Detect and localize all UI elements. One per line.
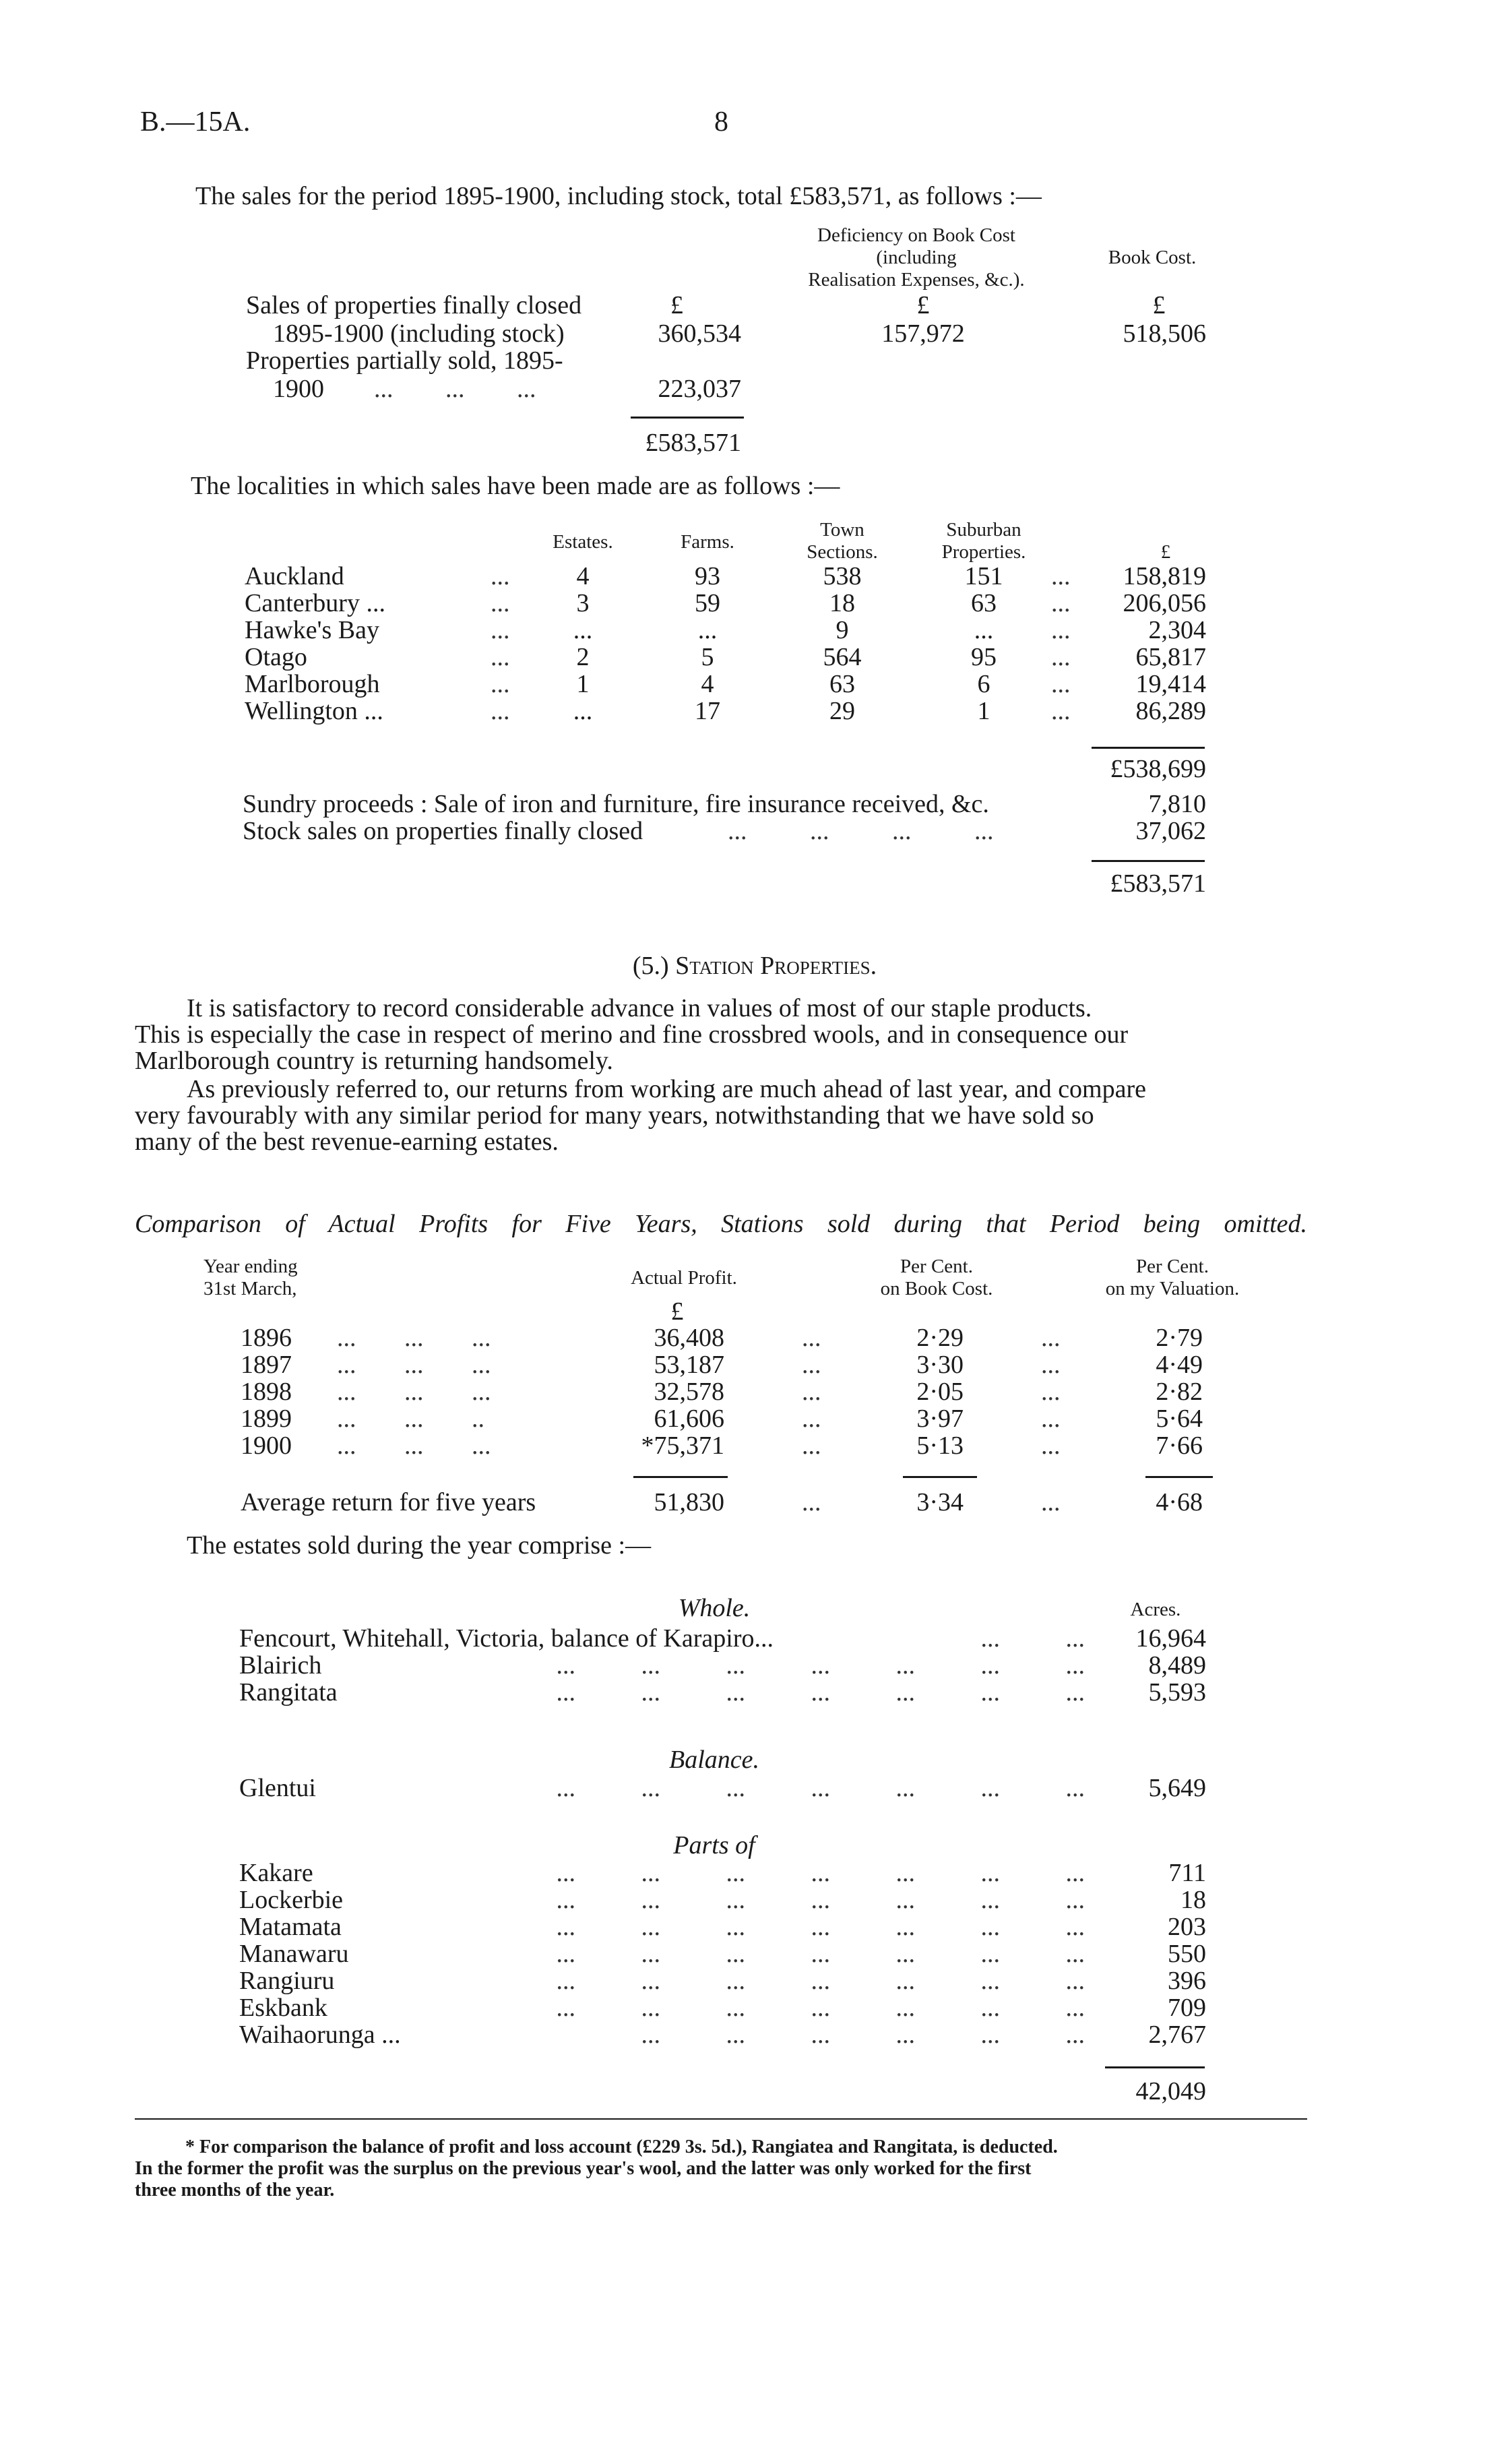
average-valuation: 4·68 — [1156, 1488, 1203, 1516]
locality-place: Otago — [245, 643, 307, 671]
pound-sign: £ — [670, 1297, 684, 1326]
balance-heading: Balance. — [668, 1746, 759, 1774]
col-book-line1: Per Cent. — [900, 1256, 973, 1277]
estate-name: Eskbank — [239, 1994, 327, 2022]
sundry-label: Sundry proceeds : Sale of iron and furniture, fire insurance received, &c. — [243, 790, 989, 818]
sum-rule — [1145, 1476, 1213, 1478]
comparison-book-cost: 2·29 — [916, 1324, 964, 1352]
average-profit: 51,830 — [654, 1488, 724, 1516]
leader-dots: ... ... ... ... ... ... ... — [556, 1994, 1085, 2022]
locality-place: Canterbury ... — [245, 589, 385, 617]
estate-acres: 711 — [1168, 1859, 1206, 1887]
pound-sign: £ — [916, 291, 930, 319]
estate-name: Blairich — [239, 1651, 322, 1680]
footnote-line: In the former the profit was the surplus on the previous year's wool, and the latter was only worked for the first — [135, 2158, 1032, 2179]
sales-row1-label-line2: 1895-1900 (including stock) — [273, 319, 565, 348]
sales-row1-book-cost: 518,506 — [1123, 319, 1206, 348]
parts-heading: Parts of — [673, 1831, 755, 1859]
locality-estates: 2 — [576, 643, 590, 671]
locality-farms: 4 — [701, 670, 714, 698]
average-label: Average return for five years — [241, 1488, 536, 1516]
comparison-valuation: 2·82 — [1156, 1378, 1203, 1406]
locality-amount: 65,817 — [1135, 643, 1206, 671]
leader-dots: ... ... ... — [337, 1324, 491, 1352]
col-farms: Farms. — [681, 531, 734, 553]
col-year-line2: 31st March, — [203, 1278, 297, 1299]
locality-amount: 158,819 — [1123, 562, 1206, 590]
col-book-cost: Book Cost. — [1108, 247, 1197, 268]
comparison-profit: 53,187 — [654, 1351, 724, 1379]
estate-acres: 5,649 — [1148, 1774, 1206, 1802]
leader-dots: ... ... — [980, 1624, 1085, 1653]
locality-suburban: 6 — [977, 670, 990, 698]
col-book-line2: on Book Cost. — [880, 1278, 993, 1299]
leader-dots: ... ... .. — [337, 1405, 484, 1433]
locality-place: Wellington ... — [245, 697, 383, 725]
leader-dots: ... ... ... ... ... ... ... — [556, 1774, 1085, 1802]
leader-dots: ... — [1041, 1432, 1061, 1460]
locality-amount: 86,289 — [1135, 697, 1206, 725]
comparison-book-cost: 3·97 — [916, 1405, 964, 1433]
localities-total: £583,571 — [1110, 869, 1206, 898]
sales-intro: The sales for the period 1895-1900, including stock, total £583,571, as follows :— — [195, 182, 1042, 210]
sum-rule — [631, 417, 744, 419]
sum-rule — [633, 1476, 728, 1478]
estate-acres: 5,593 — [1148, 1678, 1206, 1706]
localities-subtotal: £538,699 — [1110, 755, 1206, 783]
pound-sign: £ — [1152, 291, 1166, 319]
estates-intro: The estates sold during the year comprise :— — [187, 1531, 652, 1560]
estate-acres: 2,767 — [1148, 2021, 1206, 2049]
comparison-year: 1898 — [241, 1378, 292, 1406]
locality-amount: 19,414 — [1135, 670, 1206, 698]
paragraph-line: As previously referred to, our returns from working are much ahead of last year, and compare — [187, 1075, 1146, 1103]
col-town-line2: Sections. — [807, 541, 878, 563]
sales-total: £583,571 — [645, 429, 741, 457]
leader-dots: ... ... ... ... ... ... ... — [556, 1913, 1085, 1941]
leader-dots: ... — [491, 616, 510, 644]
whole-heading: Whole. — [678, 1594, 751, 1622]
col-valuation-line2: on my Valuation. — [1105, 1278, 1240, 1299]
col-deficiency-line2: (including — [876, 247, 957, 268]
leader-dots: ... — [1041, 1324, 1061, 1352]
leader-dots: ... — [802, 1405, 821, 1433]
locality-town-sections: 538 — [823, 562, 862, 590]
leader-dots: ... — [491, 697, 510, 725]
leader-dots: ... — [1041, 1405, 1061, 1433]
leader-dots: ... ... ... ... — [728, 817, 994, 845]
leader-dots: ... — [491, 562, 510, 590]
paragraph-line: Marlborough country is returning handsomely. — [135, 1047, 613, 1075]
locality-place: Auckland — [245, 562, 344, 590]
comparison-year: 1899 — [241, 1405, 292, 1433]
locality-town-sections: 564 — [823, 643, 862, 671]
paragraph-line: This is especially the case in respect of merino and fine crossbred wools, and in consequence our — [135, 1020, 1129, 1049]
leader-dots: ... — [1051, 562, 1071, 590]
leader-dots: ... ... ... — [337, 1378, 491, 1406]
comparison-book-cost: 2·05 — [916, 1378, 964, 1406]
leader-dots: ... ... ... ... ... ... ... — [556, 1651, 1085, 1680]
stock-label: Stock sales on properties finally closed — [243, 817, 643, 845]
sundry-amount: 7,810 — [1148, 790, 1206, 818]
locality-farms: ... — [697, 616, 718, 644]
leader-dots: ... — [1051, 643, 1071, 671]
leader-dots: ... — [802, 1378, 821, 1406]
footnote-line: * For comparison the balance of profit and loss account (£229 3s. 5d.), Rangiatea and Rangitata, is deducted. — [185, 2136, 1058, 2157]
estate-acres: 396 — [1168, 1967, 1206, 1995]
leader-dots: ... ... ... ... ... ... — [641, 2021, 1085, 2049]
locality-place: Marlborough — [245, 670, 380, 698]
locality-estates: 3 — [576, 589, 590, 617]
col-year-line1: Year ending — [203, 1256, 298, 1277]
sales-row1-deficiency: 157,972 — [881, 319, 965, 348]
leader-dots: ... ... ... — [337, 1351, 491, 1379]
leader-dots: ... — [1051, 670, 1071, 698]
paragraph-line: many of the best revenue-earning estates. — [135, 1128, 559, 1156]
footnote-rule — [135, 2118, 1307, 2120]
comparison-book-cost: 3·30 — [916, 1351, 964, 1379]
comparison-profit: 36,408 — [654, 1324, 724, 1352]
leader-dots: ... ... ... ... ... ... ... — [556, 1678, 1085, 1706]
leader-dots: ... — [802, 1351, 821, 1379]
locality-town-sections: 9 — [836, 616, 849, 644]
locality-suburban: 63 — [971, 589, 997, 617]
stock-amount: 37,062 — [1135, 817, 1206, 845]
locality-farms: 93 — [695, 562, 720, 590]
estate-name: Manawaru — [239, 1940, 349, 1968]
estate-acres: 709 — [1168, 1994, 1206, 2022]
locality-town-sections: 18 — [829, 589, 855, 617]
col-acres: Acres. — [1130, 1599, 1181, 1620]
sum-rule — [1105, 2066, 1205, 2068]
comparison-year: 1896 — [241, 1324, 292, 1352]
pound-sign: £ — [670, 291, 683, 319]
locality-suburban: 151 — [964, 562, 1003, 590]
paragraph-line: very favourably with any similar period for many years, notwithstanding that we have sold so — [135, 1101, 1094, 1130]
col-town-line1: Town — [820, 519, 864, 541]
estate-name: Matamata — [239, 1913, 342, 1941]
locality-town-sections: 29 — [829, 697, 855, 725]
estate-name: Kakare — [239, 1859, 313, 1887]
comparison-profit: 32,578 — [654, 1378, 724, 1406]
sum-rule — [1092, 860, 1205, 862]
leader-dots: ... — [1051, 616, 1071, 644]
locality-estates: 1 — [576, 670, 590, 698]
sales-row2-label-line2: 1900 — [273, 375, 324, 403]
comparison-valuation: 2·79 — [1156, 1324, 1203, 1352]
locality-estates: ... — [573, 616, 593, 644]
leader-dots: ... — [802, 1432, 821, 1460]
comparison-profit: *75,371 — [641, 1432, 724, 1460]
estate-name: Glentui — [239, 1774, 316, 1802]
estate-name: Rangitata — [239, 1678, 338, 1706]
locality-amount: 206,056 — [1123, 589, 1206, 617]
sales-row2-amount: 223,037 — [658, 375, 741, 403]
leader-dots: ... ... ... ... ... ... ... — [556, 1886, 1085, 1914]
col-deficiency-line1: Deficiency on Book Cost — [817, 224, 1015, 246]
page-number: 8 — [714, 106, 728, 137]
comparison-year: 1900 — [241, 1432, 292, 1460]
footnote-line: three months of the year. — [135, 2180, 335, 2201]
average-book: 3·34 — [916, 1488, 964, 1516]
locality-place: Hawke's Bay — [245, 616, 379, 644]
leader-dots: ... ... ... — [374, 375, 536, 403]
locality-estates: ... — [573, 697, 593, 725]
col-actual-profit: Actual Profit. — [631, 1267, 737, 1289]
localities-intro: The localities in which sales have been made are as follows :— — [191, 472, 840, 500]
col-estates: Estates. — [553, 531, 613, 553]
leader-dots: ... — [1041, 1378, 1061, 1406]
leader-dots: ... ... ... ... ... ... ... — [556, 1967, 1085, 1995]
sales-row1-amount: 360,534 — [658, 319, 741, 348]
leader-dots: ... ... ... ... ... ... ... — [556, 1859, 1085, 1887]
estate-acres: 16,964 — [1135, 1624, 1206, 1653]
locality-town-sections: 63 — [829, 670, 855, 698]
leader-dots: ... — [1051, 697, 1071, 725]
leader-dots: ... — [1051, 589, 1071, 617]
comparison-title: Comparison of Actual Profits for Five Years, Stations sold during that Period being omitted. — [135, 1210, 1307, 1238]
comparison-valuation: 5·64 — [1156, 1405, 1203, 1433]
estate-name: Lockerbie — [239, 1886, 344, 1914]
leader-dots: ... — [491, 643, 510, 671]
col-suburban-line1: Suburban — [946, 519, 1021, 541]
comparison-book-cost: 5·13 — [916, 1432, 964, 1460]
estate-name: Waihaorunga ... — [239, 2021, 401, 2049]
comparison-valuation: 4·49 — [1156, 1351, 1203, 1379]
comparison-year: 1897 — [241, 1351, 292, 1379]
estates-total: 42,049 — [1135, 2077, 1206, 2105]
pound-sign: £ — [1160, 541, 1171, 563]
col-deficiency-line3: Realisation Expenses, &c.). — [808, 269, 1025, 290]
sum-rule — [903, 1476, 977, 1478]
locality-suburban: 1 — [977, 697, 990, 725]
leader-dots: ... ... ... — [337, 1432, 491, 1460]
estate-acres: 18 — [1180, 1886, 1206, 1914]
col-valuation-line1: Per Cent. — [1136, 1256, 1209, 1277]
leader-dots: ... — [491, 589, 510, 617]
sales-row1-label-line1: Sales of properties finally closed — [246, 291, 582, 319]
comparison-valuation: 7·66 — [1156, 1432, 1203, 1460]
locality-farms: 59 — [695, 589, 720, 617]
locality-suburban: ... — [974, 616, 994, 644]
comparison-profit: 61,606 — [654, 1405, 724, 1433]
leader-dots: ... — [802, 1488, 821, 1516]
section-heading: (5.) Station Properties. — [632, 952, 877, 980]
locality-suburban: 95 — [971, 643, 997, 671]
leader-dots: ... — [1041, 1351, 1061, 1379]
locality-farms: 5 — [701, 643, 714, 671]
estate-name: Rangiuru — [239, 1967, 335, 1995]
leader-dots: ... — [802, 1324, 821, 1352]
sales-row2-label-line1: Properties partially sold, 1895- — [246, 346, 563, 375]
estate-name: Fencourt, Whitehall, Victoria, balance of Karapiro... — [239, 1624, 774, 1653]
leader-dots: ... ... ... ... ... ... ... — [556, 1940, 1085, 1968]
locality-amount: 2,304 — [1148, 616, 1206, 644]
locality-estates: 4 — [576, 562, 590, 590]
locality-farms: 17 — [695, 697, 720, 725]
estate-acres: 8,489 — [1148, 1651, 1206, 1680]
estate-acres: 203 — [1168, 1913, 1206, 1941]
sum-rule — [1092, 747, 1205, 749]
leader-dots: ... — [491, 670, 510, 698]
paragraph-line: It is satisfactory to record considerable advance in values of most of our staple products. — [187, 994, 1092, 1022]
document-code: B.—15A. — [140, 106, 251, 137]
leader-dots: ... — [1041, 1488, 1061, 1516]
estate-acres: 550 — [1168, 1940, 1206, 1968]
col-suburban-line2: Properties. — [941, 541, 1026, 563]
